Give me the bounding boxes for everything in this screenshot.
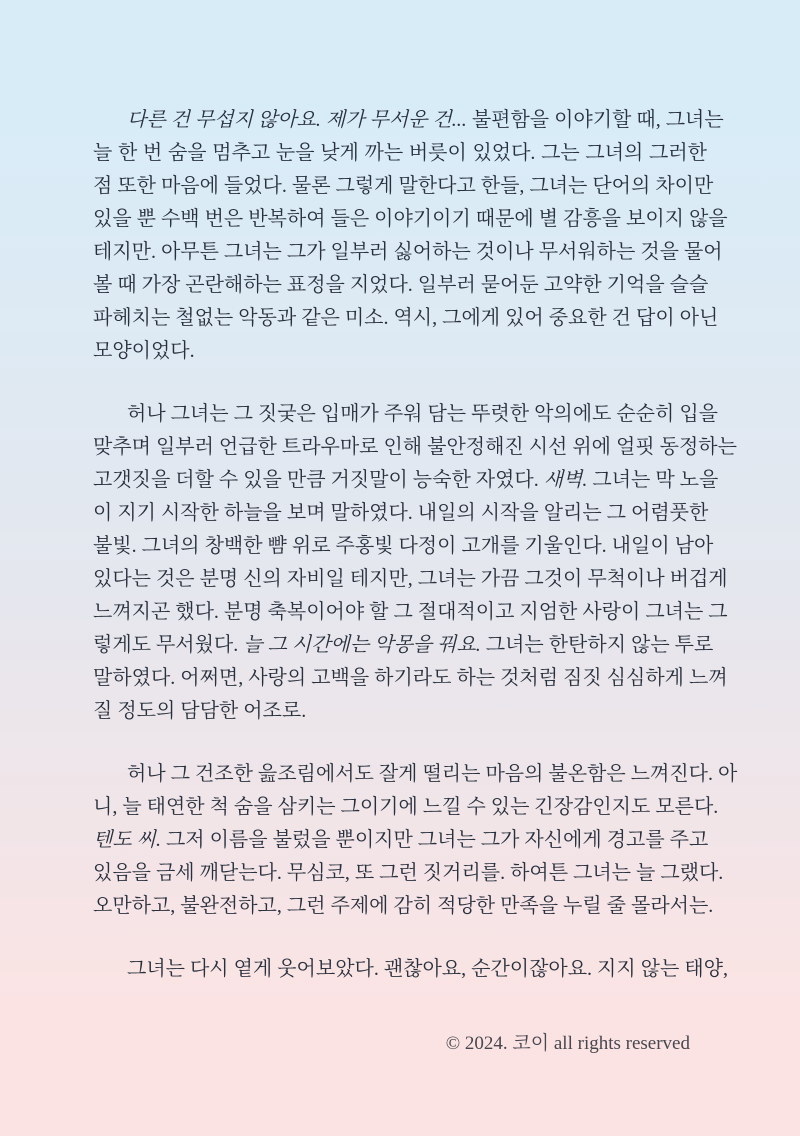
- prose-line: [93, 335, 707, 368]
- prose-line: [93, 464, 719, 497]
- prose-line: [93, 236, 723, 269]
- body-text: 테지만. 아무튼 그녀는 그가 일부러 싫어하는 것이나 무서워하는 것을 물어: [93, 241, 723, 263]
- body-text: 맞추며 일부러 언급한 트라우마로 인해 불안정해진 시선 위에 얼핏 동정하는: [93, 436, 737, 458]
- prose-line: [93, 137, 707, 170]
- body-text: 오만하고, 불완전하고, 그런 주제에 감히 적당한 만족을 누릴 줄 몰라서는.: [93, 895, 714, 917]
- body-text: 그녀는 한탄하지 않는 투로: [480, 634, 714, 656]
- prose-line: [93, 269, 707, 302]
- body-text: 불빛. 그녀의 창백한 뺨 위로 주홍빛 다정이 고개를 기울인다. 내일이 남아: [93, 535, 714, 557]
- emphasis-italic-text: 텐도 씨.: [93, 829, 161, 851]
- body-text: 고갯짓을 더할 수 있을 만큼 거짓말이 능숙한 자였다.: [93, 469, 544, 491]
- body-text: 느껴지곤 했다. 분명 축복이어야 할 그 절대적이고 지엄한 사랑이 그녀는 그: [93, 601, 728, 623]
- prose-line: [93, 104, 724, 137]
- paragraph: [93, 104, 728, 368]
- body-text: 그녀는 막 노을: [587, 469, 719, 491]
- body-text: 이 지기 시작한 하늘을 보며 말하였다. 내일의 시작을 알리는 그 어렴풋한: [93, 502, 709, 524]
- prose-line: [93, 695, 707, 728]
- emphasis-italic-text: 늘 그 시간에는 악몽을 꿔요.: [243, 634, 481, 656]
- prose-line: [93, 758, 738, 791]
- body-text: 볼 때 가장 곤란해하는 표정을 지었다. 일부러 묻어둔 고약한 기억을 슬슬: [93, 274, 709, 296]
- body-text: 허나 그 건조한 읊조림에서도 잘게 떨리는 마음의 불온함은 느껴진다. 아: [127, 763, 738, 785]
- prose-line: [93, 857, 724, 890]
- body-text: 질 정도의 담담한 어조로.: [93, 700, 307, 722]
- prose-line: [93, 596, 728, 629]
- body-text: 말하였다. 어쩌면, 사랑의 고백을 하기라도 하는 것처럼 짐짓 심심하게 느껴: [93, 667, 728, 689]
- copyright-text: © 2024. 코이 all rights reserved: [445, 1033, 690, 1054]
- body-text: 그저 이름을 불렀을 뿐이지만 그녀는 그가 자신에게 경고를 주고: [160, 829, 709, 851]
- body-text: 불편함을 이야기할 때, 그녀는: [466, 109, 724, 131]
- prose-line: [93, 890, 714, 923]
- emphasis-italic-text: 다른 건 무섭지 않아요. 제가 무서운 건...: [127, 109, 467, 131]
- emphasis-italic-text: 새벽.: [543, 469, 588, 491]
- prose-line: [93, 824, 707, 857]
- prose-line: [93, 629, 714, 662]
- prose-line: [93, 497, 707, 530]
- copyright-footer: [93, 1032, 690, 1056]
- paragraph: [93, 953, 728, 986]
- prose-line: [93, 302, 719, 335]
- prose-line: [93, 563, 728, 596]
- body-text: 허나 그녀는 그 짓궂은 입매가 주워 담는 뚜렷한 악의에도 순순히 입을: [127, 403, 718, 425]
- body-text: 늘 한 번 숨을 멈추고 눈을 낮게 까는 버릇이 있었다. 그는 그녀의 그러한: [93, 142, 707, 164]
- prose-line: [93, 431, 737, 464]
- prose-line: [93, 170, 714, 203]
- body-text: 모양이었다.: [93, 340, 195, 362]
- body-text: 있음을 금세 깨닫는다. 무심코, 또 그런 짓거리를. 하여튼 그녀는 늘 그랬다.: [93, 862, 724, 884]
- prose-line: [93, 662, 728, 695]
- body-text: 그녀는 다시 옅게 웃어보았다. 괜찮아요, 순간이잖아요. 지지 않는 태양,: [127, 958, 728, 980]
- paragraph: [93, 398, 737, 728]
- body-text: 있다는 것은 분명 신의 자비일 테지만, 그녀는 가끔 그것이 무척이나 버겁게: [93, 568, 728, 590]
- body-text: 렇게도 무서웠다.: [93, 634, 244, 656]
- body-text: 파헤치는 철없는 악동과 같은 미소. 역시, 그에게 있어 중요한 건 답이 아닌: [93, 307, 719, 329]
- prose-line: [93, 953, 728, 986]
- body-text: 니, 늘 태연한 척 숨을 삼키는 그이기에 느낄 수 있는 긴장감인지도 모른다.: [93, 796, 719, 818]
- prose-line: [93, 791, 719, 824]
- body-text: 점 또한 마음에 들었다. 물론 그렇게 말한다고 한들, 그녀는 단어의 차이만: [93, 175, 714, 197]
- body-text: 있을 뿐 수백 번은 반복하여 들은 이야기이기 때문에 별 감흥을 보이지 않을: [93, 208, 728, 230]
- prose-line: [93, 203, 728, 236]
- prose-line: [93, 530, 714, 563]
- prose-line: [93, 398, 718, 431]
- paragraph: [93, 758, 738, 923]
